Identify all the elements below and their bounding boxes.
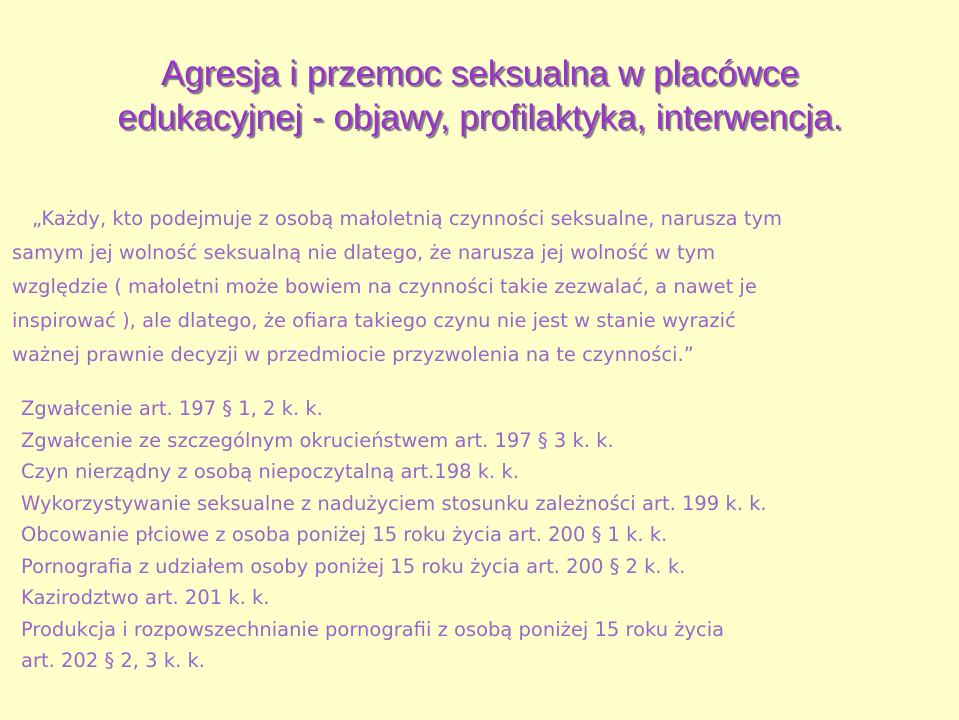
list-item: Produkcja i rozpowszechnianie pornografii z osobą poniżej 15 roku życia — [21, 617, 725, 641]
quote-line: ważnej prawnie decyzji w przedmiocie przyzwolenia na te czynności.” — [12, 343, 694, 366]
list-item: Czyn nierządny z osobą niepoczytalną art.198 k. k. — [21, 460, 519, 483]
slide-title — [40, 52, 920, 140]
list-item: Pornografia z udziałem osoby poniżej 15 roku życia art. 200 § 2 k. k. — [21, 554, 686, 578]
list-item: Wykorzystywanie seksualne z nadużyciem stosunku zależności art. 199 k. k. — [21, 491, 767, 515]
list-item: Obcowanie płciowe z osoba poniżej 15 roku życia art. 200 § 1 k. k. — [21, 523, 668, 546]
quote-line: samym jej wolność seksualną nie dlatego, że narusza jej wolność w tym — [12, 241, 716, 264]
list-item: Zgwałcenie art. 197 § 1, 2 k. k. — [21, 397, 323, 420]
quote-line: inspirować ), ale dlatego, że ofiara takiego czynu nie jest w stanie wyrazić — [12, 309, 736, 332]
quote-line: względzie ( małoletni może bowiem na czynności takie zezwalać, a nawet je — [12, 275, 757, 298]
slide-title-line-2: edukacyjnej - objawy, profilaktyka, interwencja. — [117, 98, 843, 137]
list-item: Zgwałcenie ze szczególnym okrucieństwem art. 197 § 3 k. k. — [21, 428, 614, 452]
list-item: Kazirodztwo art. 201 k. k. — [21, 586, 270, 609]
legal-definition-quote — [12, 202, 947, 372]
slide-title-line-1: Agresja i przemoc seksualna w placówce — [160, 54, 800, 93]
penal-code-articles-list — [21, 393, 946, 677]
quote-line: „Każdy, kto podejmuje z osobą małoletnią czynności seksualne, narusza tym — [32, 207, 783, 230]
list-item: art. 202 § 2, 3 k. k. — [21, 649, 205, 672]
